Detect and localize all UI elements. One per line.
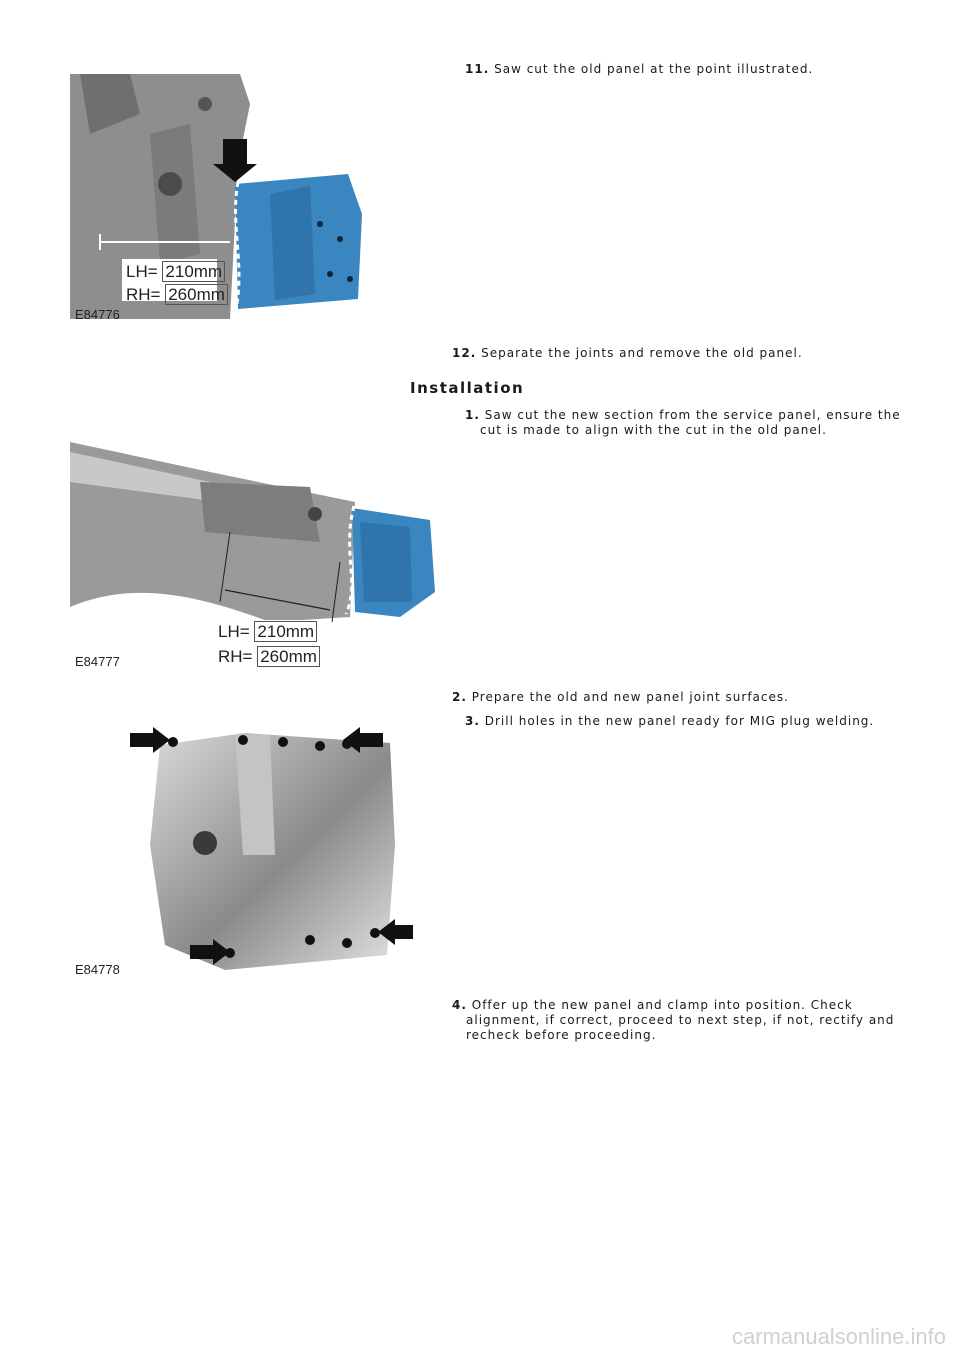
lh-value: 210mm: [254, 621, 317, 642]
step-number: 12.: [452, 346, 477, 360]
old-panel-cut-illustration: [70, 74, 370, 319]
lh-value: 210mm: [162, 261, 225, 282]
lh-label: LH=: [126, 262, 158, 281]
figure-e84776: [70, 74, 370, 319]
step-number: 1.: [465, 408, 480, 422]
step-number: 11.: [465, 62, 490, 76]
figure-id-e84777: E84777: [75, 654, 120, 669]
step-2: [452, 690, 789, 705]
new-panel-drill-holes-illustration: [125, 725, 420, 975]
rh-dimension: [218, 647, 320, 667]
figure-id-e84776: E84776: [75, 307, 120, 322]
step-4-continued-2: recheck before proceeding.: [466, 1028, 657, 1042]
step-text: Saw cut the old panel at the point illustrated.: [494, 62, 814, 76]
step-number: 3.: [465, 714, 480, 728]
rh-value: 260mm: [257, 646, 320, 667]
lh-dimension: [218, 622, 317, 642]
step-3: [465, 714, 874, 729]
step-number: 4.: [452, 998, 467, 1012]
step-text: Separate the joints and remove the old panel.: [481, 346, 803, 360]
rh-label: RH=: [126, 285, 161, 304]
step-12: [452, 346, 803, 361]
step-11: [465, 62, 813, 77]
step-4: [452, 998, 853, 1013]
figure-e84778: [125, 725, 420, 975]
step-1-continued: cut is made to align with the cut in the old panel.: [480, 423, 827, 437]
watermark: carmanualsonline.info: [731, 1324, 946, 1349]
lh-dimension: [126, 262, 225, 282]
rh-label: RH=: [218, 647, 253, 666]
section-heading: Installation: [410, 379, 525, 397]
rh-dimension: [126, 285, 228, 305]
step-1: [465, 408, 901, 423]
figure-id-e84778: E84778: [75, 962, 120, 977]
step-number: 2.: [452, 690, 467, 704]
rh-value: 260mm: [165, 284, 228, 305]
step-text: Drill holes in the new panel ready for MIG plug welding.: [484, 714, 875, 728]
step-text: Saw cut the new section from the service panel, ensure the: [484, 408, 901, 422]
step-4-continued-1: alignment, if correct, proceed to next step, if not, rectify and: [466, 1013, 895, 1027]
step-text: Prepare the old and new panel joint surfaces.: [471, 690, 789, 704]
lh-label: LH=: [218, 622, 250, 641]
figure-e84777: [70, 442, 440, 672]
step-text: Offer up the new panel and clamp into position. Check: [471, 998, 853, 1012]
